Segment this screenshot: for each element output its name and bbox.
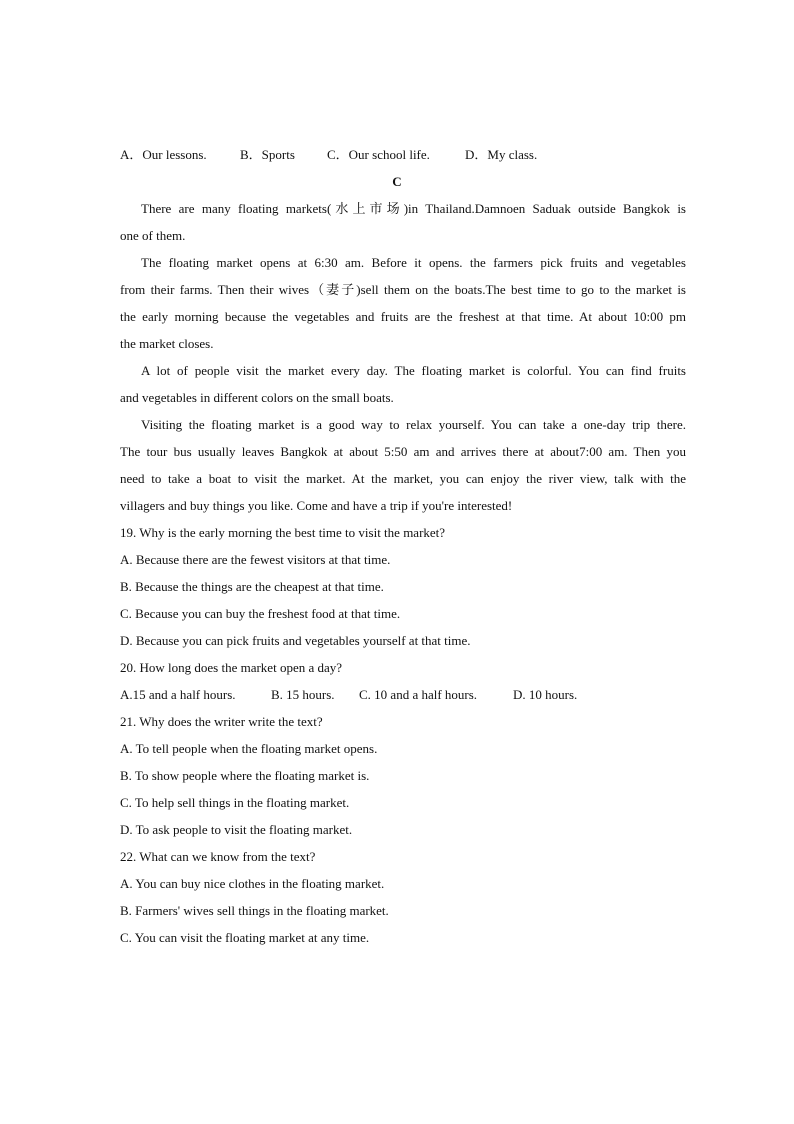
q21-option-b: B. To show people where the floating market is. bbox=[120, 768, 370, 783]
q22-option-b: B. Farmers' wives sell things in the floating market. bbox=[120, 903, 389, 918]
section-title: C bbox=[392, 174, 402, 189]
prev-option-d: D．My class. bbox=[465, 147, 538, 162]
q22-option-a: A. You can buy nice clothes in the floating market. bbox=[120, 876, 385, 891]
q20-option-b: B. 15 hours. bbox=[271, 687, 335, 702]
passage-line: The tour bus usually leaves Bangkok at about 5:50 am and arrives there at about7:00 am. Then you bbox=[120, 444, 686, 459]
passage-line: the market closes. bbox=[120, 336, 214, 351]
passage-line: A lot of people visit the market every day. The floating market is colorful. You can find fruits bbox=[141, 363, 686, 378]
question-20: 20. How long does the market open a day? bbox=[120, 660, 343, 675]
q21-option-d: D. To ask people to visit the floating market. bbox=[120, 822, 353, 837]
passage-line: The floating market opens at 6:30 am. Before it opens. the farmers pick fruits and vegetables bbox=[141, 255, 686, 270]
prev-option-b: B．Sports bbox=[240, 147, 295, 162]
q19-option-c: C. Because you can buy the freshest food at that time. bbox=[120, 606, 401, 621]
passage-line: villagers and buy things you like. Come and have a trip if you're interested! bbox=[120, 498, 513, 513]
question-21: 21. Why does the writer write the text? bbox=[120, 714, 323, 729]
question-22: 22. What can we know from the text? bbox=[120, 849, 316, 864]
q19-option-b: B. Because the things are the cheapest at that time. bbox=[120, 579, 384, 594]
q20-option-a: A.15 and a half hours. bbox=[120, 687, 236, 702]
question-19: 19. Why is the early morning the best time to visit the market? bbox=[120, 525, 446, 540]
q21-option-c: C. To help sell things in the floating market. bbox=[120, 795, 350, 810]
q20-option-c: C. 10 and a half hours. bbox=[359, 687, 478, 702]
q20-option-d: D. 10 hours. bbox=[513, 687, 578, 702]
passage-line: the early morning because the vegetables and fruits are the freshest at that time. At about 10:00 pm bbox=[120, 309, 686, 324]
passage-line: Visiting the floating market is a good way to relax yourself. You can take a one-day trip there. bbox=[141, 417, 686, 432]
passage-line: from their farms. Then their wives（妻子)sell them on the boats.The best time to go to the market is bbox=[120, 282, 686, 297]
prev-option-a: A．Our lessons. bbox=[120, 147, 207, 162]
passage-line: and vegetables in different colors on the small boats. bbox=[120, 390, 394, 405]
q19-option-a: A. Because there are the fewest visitors at that time. bbox=[120, 552, 391, 567]
passage-line: one of them. bbox=[120, 228, 186, 243]
q19-option-d: D. Because you can pick fruits and vegetables yourself at that time. bbox=[120, 633, 471, 648]
passage-line: There are many floating markets(水上市场)in Thailand.Damnoen Saduak outside Bangkok is bbox=[141, 201, 686, 216]
q21-option-a: A. To tell people when the floating market opens. bbox=[120, 741, 378, 756]
passage-line: need to take a boat to visit the market. At the market, you can enjoy the river view, talk with the bbox=[120, 471, 686, 486]
q22-option-c: C. You can visit the floating market at any time. bbox=[120, 930, 370, 945]
prev-option-c: C．Our school life. bbox=[327, 147, 430, 162]
